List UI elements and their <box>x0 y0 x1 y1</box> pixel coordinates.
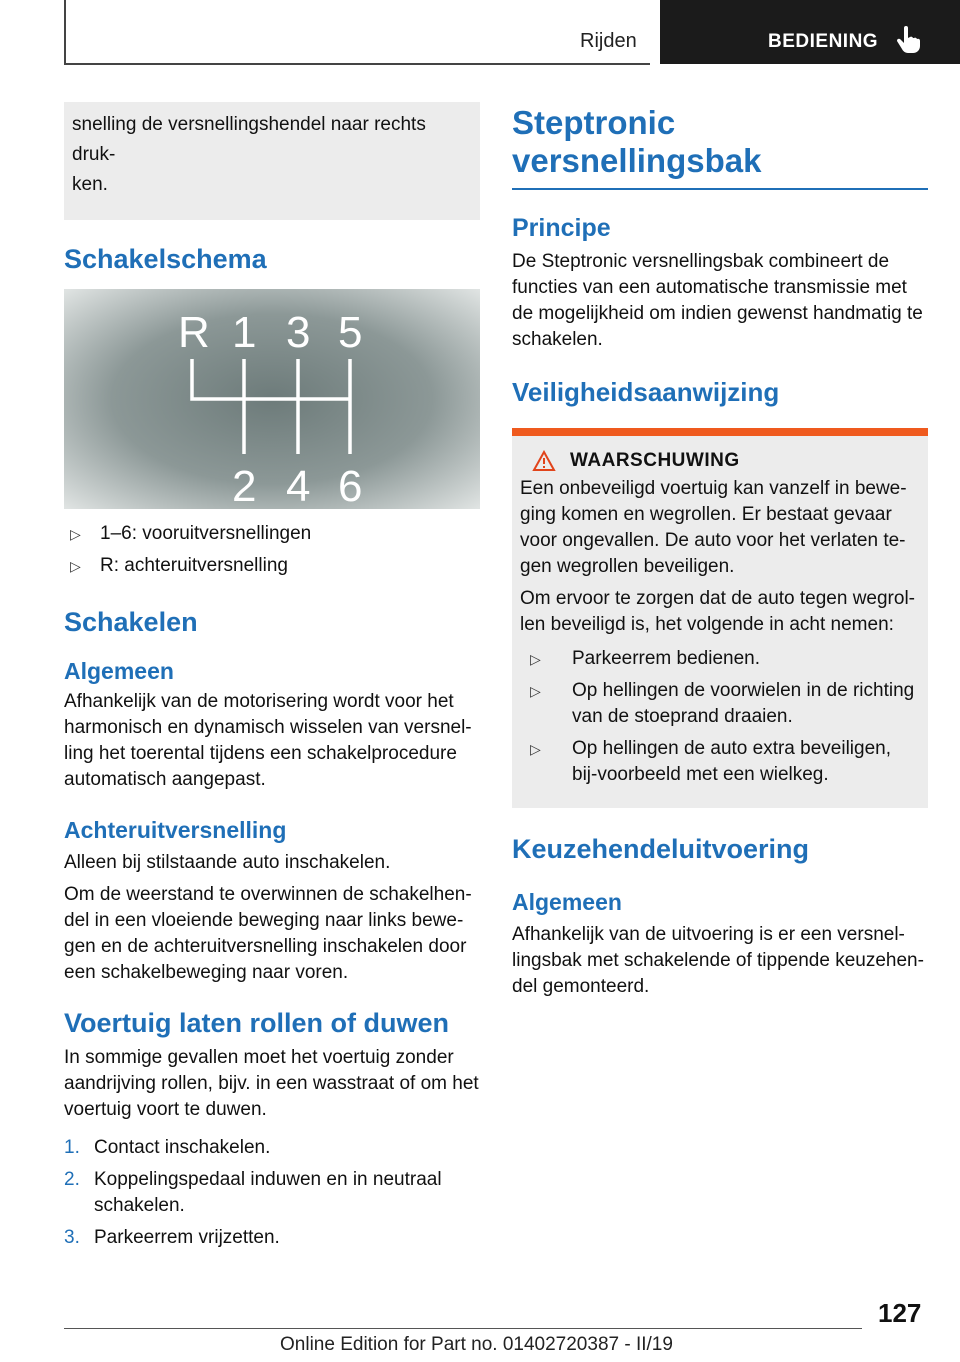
list-item <box>64 553 480 579</box>
gear-label-r: R <box>178 308 210 357</box>
triangle-bullet-icon: ▷ <box>70 526 81 542</box>
algemeen-heading: Algemeen <box>64 658 174 684</box>
steps-list <box>64 1135 480 1251</box>
intro-box <box>64 102 480 220</box>
bullet-text: 1–6: vooruitversnellingen <box>100 523 312 544</box>
schakelschema-heading: Schakelschema <box>64 244 267 274</box>
list-item <box>64 1225 480 1251</box>
intro-text: snelling de versnellingshendel naar rechts druk- ken. <box>72 114 426 195</box>
list-item <box>64 521 480 547</box>
gear-label-2: 2 <box>232 462 257 509</box>
header-rule <box>64 63 650 65</box>
principe-heading: Principe <box>512 214 611 242</box>
page-number: 127 <box>878 1298 922 1328</box>
gear-label-1: 1 <box>232 308 257 357</box>
chapter-title: Rijden <box>580 30 637 52</box>
rollen-heading: Voertuig laten rollen of duwen <box>64 1008 450 1038</box>
steptronic-heading: Steptronic versnellingsbak <box>512 104 762 179</box>
step-text: Koppelingspedaal induwen en in neutraal schakelen. <box>94 1169 442 1216</box>
achteruit-heading: Achteruitversnelling <box>64 817 287 843</box>
achteruit-text-1: Alleen bij stilstaande auto inschakelen. <box>64 852 391 873</box>
step-number: 3. <box>64 1227 80 1248</box>
keuze-text: Afhankelijk van de uitvoering is er een versnel-lingsbak met schakelende of tippende keuzehen-del gemonteerd. <box>512 924 924 997</box>
warning-box <box>512 428 928 808</box>
keuze-algemeen-heading: Algemeen <box>512 889 622 915</box>
achteruit-text-2: Om de weerstand te overwinnen de schakelhen-del in een vloeiende beweging naar links bewe-gen en de achteruitversnelling inschakelen door een schakelbeweging naar voren. <box>64 884 472 983</box>
step-number: 2. <box>64 1169 80 1190</box>
list-item <box>520 736 920 788</box>
gear-label-4: 4 <box>286 462 311 509</box>
gear-shift-diagram <box>64 289 480 509</box>
section-title: BEDIENING <box>768 31 879 52</box>
warning-title: WAARSCHUWING <box>570 450 740 471</box>
right-column <box>512 102 928 1000</box>
bullet-text: R: achteruitversnelling <box>100 555 288 576</box>
triangle-bullet-icon: ▷ <box>530 741 541 757</box>
warning-text-2: Om ervoor te zorgen dat de auto tegen wegrol-len beveiligd is, het volgende in acht nemen: <box>520 588 916 635</box>
gear-label-3: 3 <box>286 308 311 357</box>
triangle-bullet-icon: ▷ <box>70 558 81 574</box>
veiligheid-heading: Veiligheidsaanwijzing <box>512 377 780 407</box>
step-text: Parkeerrem vrijzetten. <box>94 1227 280 1248</box>
list-item <box>64 1135 480 1161</box>
schakelen-heading: Schakelen <box>64 607 198 637</box>
header-left-border <box>64 0 66 64</box>
triangle-bullet-icon: ▷ <box>530 683 541 699</box>
warning-bullet-text: Op hellingen de auto extra beveiligen, bij-voorbeeld met een wielkeg. <box>572 738 892 785</box>
edition-footer: Online Edition for Part no. 01402720387 - II/19 <box>280 1334 673 1355</box>
warning-bullet-text: Op hellingen de voorwielen in de richting van de stoeprand draaien. <box>572 680 915 727</box>
list-item <box>520 646 920 672</box>
rollen-text: In sommige gevallen moet het voertuig zonder aandrijving rollen, bijv. in een wasstraat of om het voertuig voort te duwen. <box>64 1047 479 1120</box>
warning-text-1: Een onbeveiligd voertuig kan vanzelf in bewe-ging komen en wegrollen. Er bestaat gevaar voor ongevallen. De auto voor het verlaten te-gen wegrollen beveiligen. <box>520 478 907 577</box>
triangle-bullet-icon: ▷ <box>530 651 541 667</box>
step-text: Contact inschakelen. <box>94 1137 271 1158</box>
warning-triangle-icon <box>532 450 556 472</box>
left-column <box>64 102 480 1251</box>
step-number: 1. <box>64 1137 80 1158</box>
list-item <box>64 1167 480 1219</box>
gear-label-5: 5 <box>338 308 363 357</box>
principe-text: De Steptronic versnellingsbak combineert de functies van een automatische transmissie met de mogelijkheid om indien gewenst handmatig te schakelen. <box>512 251 923 350</box>
warning-bar <box>512 428 928 436</box>
gear-label-6: 6 <box>338 462 363 509</box>
list-item <box>520 678 920 730</box>
warning-title-row <box>520 450 920 472</box>
footer-rule <box>64 1328 862 1329</box>
keuze-heading: Keuzehendeluitvoering <box>512 834 810 864</box>
warning-bullet-text: Parkeerrem bedienen. <box>572 648 760 669</box>
heading-underline <box>512 188 928 190</box>
algemeen-text: Afhankelijk van de motorisering wordt voor het harmonisch en dynamisch wisselen van versnel-ling het toerental tijdens een schakelprocedure automatisch aangepast. <box>64 691 472 790</box>
hand-pointer-icon <box>896 26 922 54</box>
